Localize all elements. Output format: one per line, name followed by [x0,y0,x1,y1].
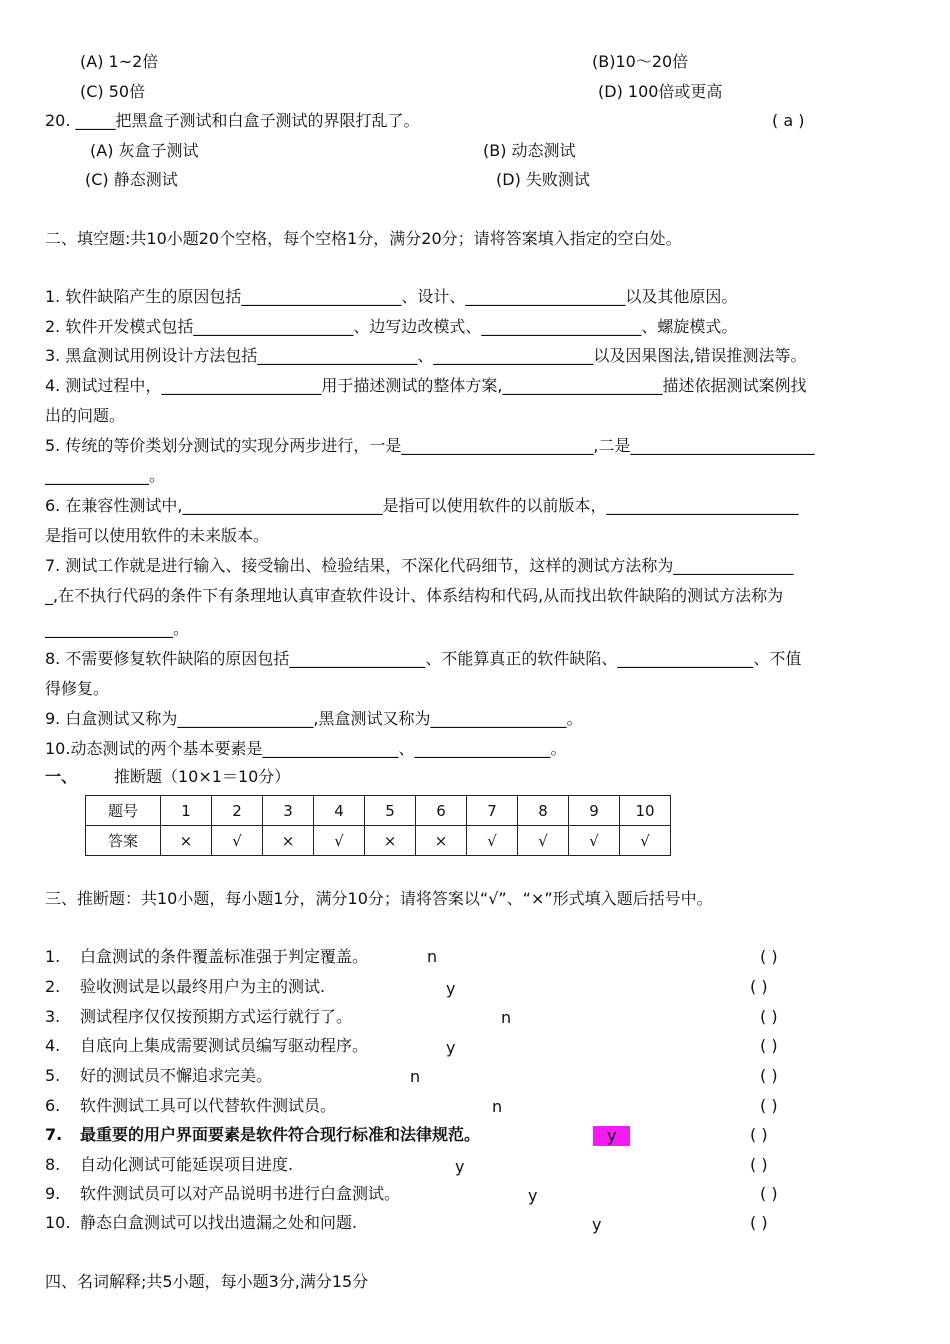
item-mark: n [410,1067,421,1086]
item-text: 自底向上集成需要测试员编写驱动程序。 [80,1036,369,1055]
judge-heading-num: 一、 [45,767,78,786]
item-number: 9. [45,1184,61,1203]
q19-option-a: (A) 1~2倍 [80,52,159,71]
table-cell: × [263,826,314,856]
item-paren: ( ) [760,1096,778,1115]
judge-heading-text: 推断题（10×1＝10分） [114,767,291,786]
item-mark: n [427,947,438,966]
q20-option-c: (C) 静态测试 [85,170,178,189]
answer-table [85,795,671,856]
item-number: 8. [45,1155,61,1174]
section4-heading: 四、名词解释;共5小题，每小题3分,满分15分 [45,1272,369,1291]
table-cell: × [416,826,467,856]
item-paren: ( ) [760,1007,778,1026]
table-cell: √ [569,826,620,856]
q20-stem: 20. _____把黑盒子测试和白盒子测试的界限打乱了。 [45,111,420,130]
item-paren: ( ) [750,1125,768,1144]
item-number: 6. [45,1096,61,1115]
item-text: 静态白盒测试可以找出遗漏之处和问题. [80,1213,358,1232]
item-mark: n [501,1008,512,1027]
item-number: 3. [45,1007,61,1026]
section2-heading: 二、填空题:共10小题20个空格，每个空格1分，满分20分；请将答案填入指定的空白处。 [45,229,682,248]
table-cell: 4 [314,796,365,826]
section3-heading: 三、推断题：共10小题，每小题1分，满分10分；请将答案以“√”、“×”形式填入题后括号中。 [45,889,713,908]
fill-line: 出的问题。 [45,406,126,425]
q20-option-d: (D) 失败测试 [496,170,590,189]
q19-option-d: (D) 100倍或更高 [598,82,723,101]
item-text: 软件测试工具可以代替软件测试员。 [80,1096,337,1115]
fill-line: 是指可以使用软件的未来版本。 [45,526,270,545]
fill-line: _____________。 [45,466,166,485]
table-cell: √ [467,826,518,856]
q19-option-b: (B)10～20倍 [592,52,689,71]
fill-line: 4. 测试过程中，____________________用于描述测试的整体方案,____________________描述依据测试案例找 [45,376,807,395]
item-paren: ( ) [750,977,768,996]
item-text: 最重要的用户界面要素是软件符合现行标准和法律规范。 [80,1125,481,1144]
fill-line: 10.动态测试的两个基本要素是_________________、_________________。 [45,739,567,758]
item-mark: y [528,1186,538,1205]
q19-option-c: (C) 50倍 [80,82,146,101]
item-number: 7. [45,1125,63,1144]
item-paren: ( ) [760,1066,778,1085]
table-cell: √ [620,826,671,856]
item-mark: y [455,1157,465,1176]
q20-answer: ( a ) [772,111,805,130]
item-paren: ( ) [750,1155,768,1174]
table-row [86,796,671,826]
item-number: 1. [45,947,61,966]
table-cell: 5 [365,796,416,826]
item-text: 验收测试是以最终用户为主的测试. [80,977,326,996]
table-header-cell: 题号 [86,796,161,826]
table-cell: × [365,826,416,856]
item-mark: y [446,1038,456,1057]
item-number: 2. [45,977,61,996]
item-number: 5. [45,1066,61,1085]
item-text: 软件测试员可以对产品说明书进行白盒测试。 [80,1184,401,1203]
table-cell: 10 [620,796,671,826]
item-text: 测试程序仅仅按预期方式运行就行了。 [80,1007,353,1026]
item-number: 4. [45,1036,61,1055]
item-paren: ( ) [760,1184,778,1203]
table-cell: × [161,826,212,856]
item-paren: ( ) [750,1213,768,1232]
item-paren: ( ) [760,1036,778,1055]
table-cell: 9 [569,796,620,826]
table-cell: 8 [518,796,569,826]
item-text: 白盒测试的条件覆盖标准强于判定覆盖。 [80,947,369,966]
item-mark-highlight [593,1126,630,1146]
item-paren: ( ) [760,947,778,966]
item-mark: y [593,1126,630,1146]
item-number: 10. [45,1213,71,1232]
item-mark: y [592,1215,602,1234]
table-cell: √ [314,826,365,856]
fill-line: 9. 白盒测试又称为_________________,黑盒测试又称为_________________。 [45,709,583,728]
fill-line: 7. 测试工作就是进行输入、接受输出、检验结果，不深化代码细节，这样的测试方法称为_______________ [45,556,794,575]
item-text: 好的测试员不懈追求完美。 [80,1066,273,1085]
table-cell: √ [518,826,569,856]
fill-line: 5. 传统的等价类划分测试的实现分两步进行，一是________________________,二是_______________________ [45,436,815,455]
table-cell: 7 [467,796,518,826]
q20-option-b: (B) 动态测试 [483,141,576,160]
fill-line: 8. 不需要修复软件缺陷的原因包括_________________、不能算真正的软件缺陷、_________________、不值 [45,649,802,668]
table-cell: √ [212,826,263,856]
fill-line: 6. 在兼容性测试中,_________________________是指可以使用软件的以前版本，________________________ [45,496,799,515]
fill-line: 2. 软件开发模式包括____________________、边写边改模式、____________________、螺旋模式。 [45,317,738,336]
fill-line: 3. 黑盒测试用例设计方法包括____________________、____________________以及因果图法,错误推测法等。 [45,346,807,365]
table-cell: 6 [416,796,467,826]
item-mark: n [492,1097,503,1116]
table-row [86,826,671,856]
q20-option-a: (A) 灰盒子测试 [90,141,199,160]
table-header-cell: 答案 [86,826,161,856]
fill-line: 得修复。 [45,679,110,698]
fill-line: ________________。 [45,619,190,638]
fill-line: 1. 软件缺陷产生的原因包括____________________、设计、____________________以及其他原因。 [45,287,738,306]
table-cell: 2 [212,796,263,826]
item-mark: y [446,979,456,998]
item-text: 自动化测试可能延误项目进度. [80,1155,294,1174]
fill-line: _,在不执行代码的条件下有条理地认真审查软件设计、体系结构和代码,从而找出软件缺陷的测试方法称为 [45,586,784,605]
table-cell: 1 [161,796,212,826]
table-cell: 3 [263,796,314,826]
